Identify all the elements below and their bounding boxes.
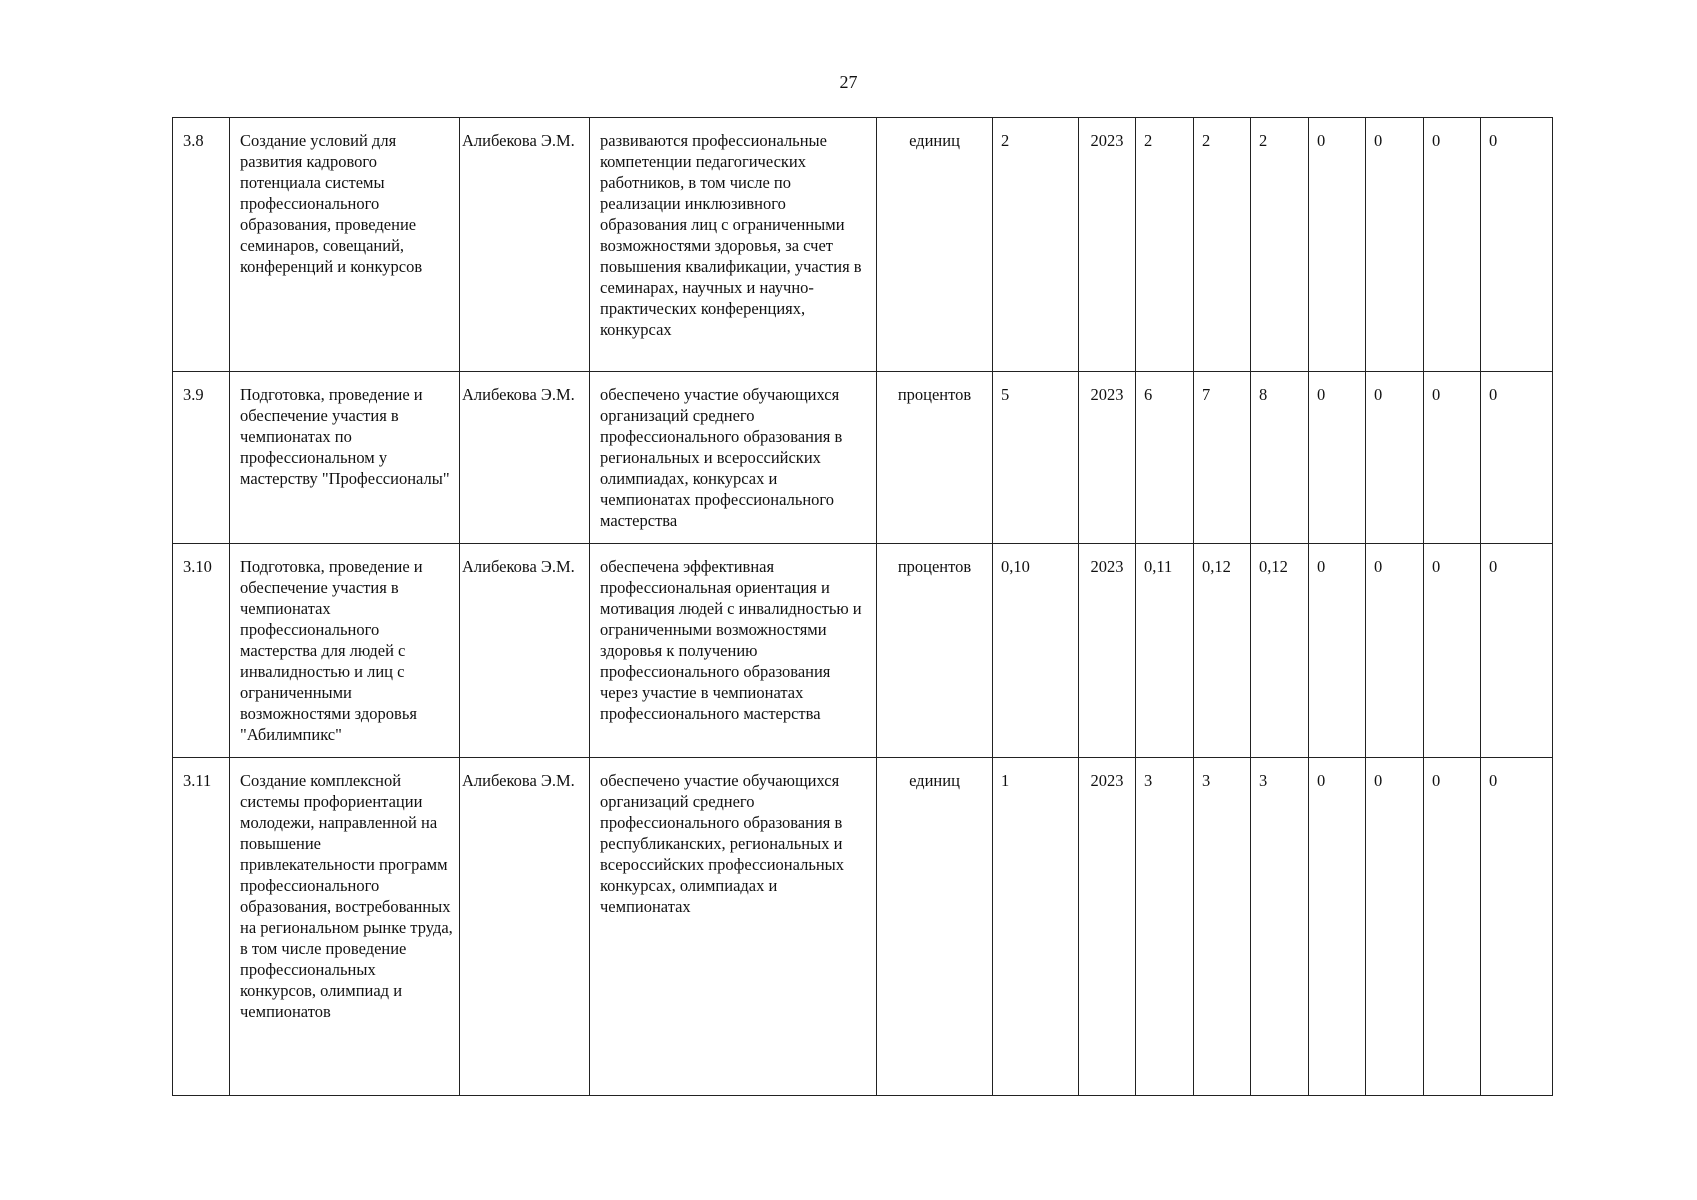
base-year: 2023 <box>1079 118 1136 372</box>
responsible-person: Алибекова Э.М. <box>460 118 590 372</box>
expected-result: обеспечено участие обучающихся организаций среднего профессионального образования в республиканских, региональных и всероссийских профессиональных конкурсах, олимпиадах и чемпионатах <box>590 758 877 1096</box>
year-value: 0 <box>1424 372 1481 544</box>
row-number: 3.9 <box>173 372 230 544</box>
table-row <box>173 544 1553 758</box>
row-number: 3.10 <box>173 544 230 758</box>
year-value: 0 <box>1481 544 1553 758</box>
year-value: 0 <box>1309 372 1366 544</box>
year-value: 0 <box>1366 118 1424 372</box>
year-value: 8 <box>1251 372 1309 544</box>
table-row <box>173 372 1553 544</box>
year-value: 6 <box>1136 372 1194 544</box>
base-value: 5 <box>993 372 1079 544</box>
row-number: 3.8 <box>173 118 230 372</box>
base-year: 2023 <box>1079 758 1136 1096</box>
table-row <box>173 758 1553 1096</box>
measures-table <box>172 117 1553 1096</box>
base-year: 2023 <box>1079 544 1136 758</box>
year-value: 0 <box>1481 758 1553 1096</box>
base-value: 1 <box>993 758 1079 1096</box>
year-value: 3 <box>1136 758 1194 1096</box>
responsible-person: Алибекова Э.М. <box>460 758 590 1096</box>
expected-result: обеспечена эффективная профессиональная ориентация и мотивация людей с инвалидностью и ограниченными возможностями здоровья к получению профессионального образования через участие в чемпионатах профессионального мастерства <box>590 544 877 758</box>
year-value: 3 <box>1194 758 1251 1096</box>
year-value: 0 <box>1309 544 1366 758</box>
expected-result: развиваются профессиональные компетенции педагогических работников, в том числе по реализации инклюзивного образования лиц с ограниченными возможностями здоровья, за счет повышения квалификации, участия в семинарах, научных и научно-практических конференциях, конкурсах <box>590 118 877 372</box>
row-number: 3.11 <box>173 758 230 1096</box>
year-value: 0,12 <box>1194 544 1251 758</box>
unit-of-measure: процентов <box>877 372 993 544</box>
base-year: 2023 <box>1079 372 1136 544</box>
year-value: 0 <box>1424 758 1481 1096</box>
measure-name: Создание условий для развития кадрового потенциала системы профессионального образования, проведение семинаров, совещаний, конференций и конкурсов <box>230 118 460 372</box>
year-value: 0 <box>1481 118 1553 372</box>
measure-name: Подготовка, проведение и обеспечение участия в чемпионатах профессионального мастерства для людей с инвалидностью и лиц с ограниченными возможностями здоровья "Абилимпикс" <box>230 544 460 758</box>
page-number: 27 <box>839 72 858 92</box>
unit-of-measure: единиц <box>877 118 993 372</box>
unit-of-measure: процентов <box>877 544 993 758</box>
measure-name: Подготовка, проведение и обеспечение участия в чемпионатах по профессиональном у мастерству "Профессионалы" <box>230 372 460 544</box>
year-value: 3 <box>1251 758 1309 1096</box>
year-value: 0,11 <box>1136 544 1194 758</box>
responsible-person: Алибекова Э.М. <box>460 544 590 758</box>
year-value: 0 <box>1309 118 1366 372</box>
year-value: 2 <box>1136 118 1194 372</box>
base-value: 0,10 <box>993 544 1079 758</box>
year-value: 0,12 <box>1251 544 1309 758</box>
expected-result: обеспечено участие обучающихся организаций среднего профессионального образования в региональных и всероссийских олимпиадах, конкурсах и чемпионатах профессионального мастерства <box>590 372 877 544</box>
year-value: 0 <box>1481 372 1553 544</box>
measure-name: Создание комплексной системы профориентации молодежи, направленной на повышение привлекательности программ профессионального образования, востребованных на региональном рынке труда, в том числе проведение профессиональных конкурсов, олимпиад и чемпионатов <box>230 758 460 1096</box>
responsible-person: Алибекова Э.М. <box>460 372 590 544</box>
year-value: 0 <box>1424 544 1481 758</box>
table-row <box>173 118 1553 372</box>
year-value: 0 <box>1366 372 1424 544</box>
year-value: 0 <box>1366 544 1424 758</box>
base-value: 2 <box>993 118 1079 372</box>
year-value: 2 <box>1251 118 1309 372</box>
year-value: 0 <box>1366 758 1424 1096</box>
year-value: 7 <box>1194 372 1251 544</box>
year-value: 0 <box>1309 758 1366 1096</box>
unit-of-measure: единиц <box>877 758 993 1096</box>
year-value: 2 <box>1194 118 1251 372</box>
year-value: 0 <box>1424 118 1481 372</box>
